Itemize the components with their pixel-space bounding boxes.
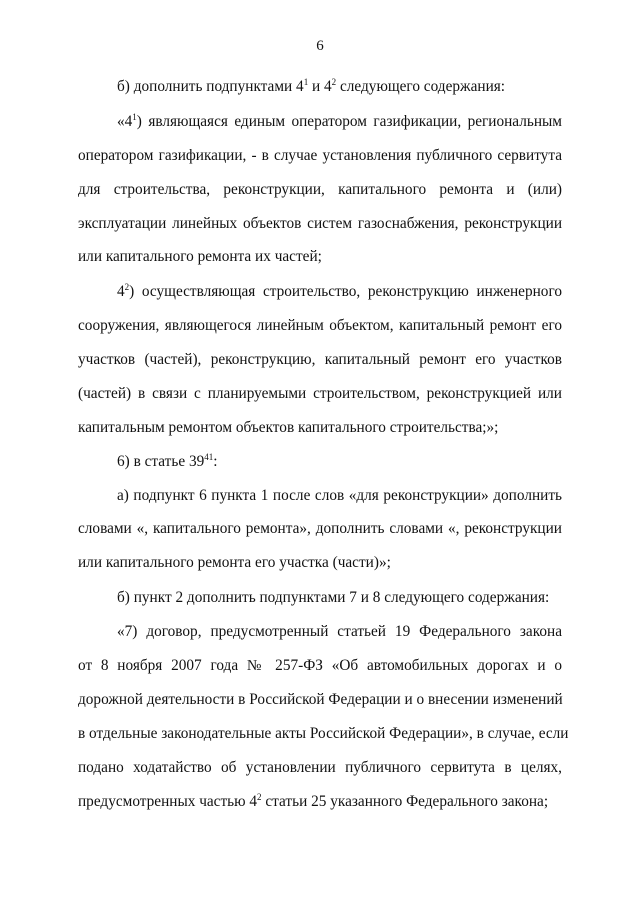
- text-line: б) пункт 2 дополнить подпунктами 7 и 8 следующего содержания:: [117, 589, 550, 606]
- text-line: «$4^1$) являющаяся единым оператором газификации, региональным: [117, 112, 562, 130]
- text-line: а) подпункт 6 пункта 1 после слов «для реконструкции» дополнить: [117, 487, 562, 504]
- text-line: капитальным ремонтом объектов капитального строительства;»;: [78, 419, 499, 436]
- text-line: дорожной деятельности в Российской Федерации и о внесении изменений: [78, 691, 563, 708]
- text-line: от 8 ноября 2007 года № 257-ФЗ «Об автомобильных дорогах и о: [78, 657, 562, 674]
- text-line: в отдельные законодательные акты Российской Федерации», в случае, если: [78, 725, 569, 742]
- text-line: (частей) в связи с планируемыми строительством, реконструкцией или: [78, 385, 562, 402]
- text-line: 6) в статье $39^{41}$:: [117, 452, 218, 470]
- text-line: или капитального ремонта их частей;: [78, 248, 322, 265]
- text-line: участков (частей), реконструкцию, капитальный ремонт его участков: [78, 351, 562, 368]
- text-line: предусмотренных частью $4^2$ статьи 25 указанного Федерального закона;: [78, 792, 549, 810]
- text-line: б) дополнить подпунктами $4^1$ и $4^2$ следующего содержания:: [117, 77, 506, 95]
- page-number: 6: [316, 38, 324, 54]
- text-line: подано ходатайство об установлении публичного сервитута в целях,: [78, 759, 562, 776]
- text-line: оператором газификации, - в случае установления публичного сервитута: [78, 147, 562, 164]
- text-line: словами «, капитального ремонта», дополнить словами «, реконструкции: [78, 520, 562, 537]
- text-line: эксплуатации линейных объектов систем газоснабжения, реконструкции: [78, 215, 562, 232]
- text-line: «7) договор, предусмотренный статьей 19 Федерального закона: [117, 623, 562, 640]
- text-line: $4^2$) осуществляющая строительство, реконструкцию инженерного: [117, 282, 562, 300]
- text-line: для строительства, реконструкции, капитального ремонта и (или): [78, 181, 562, 198]
- text-line: сооружения, являющегося линейным объектом, капитальный ремонт его: [78, 317, 562, 334]
- text-line: или капитального ремонта его участка (части)»;: [78, 554, 391, 571]
